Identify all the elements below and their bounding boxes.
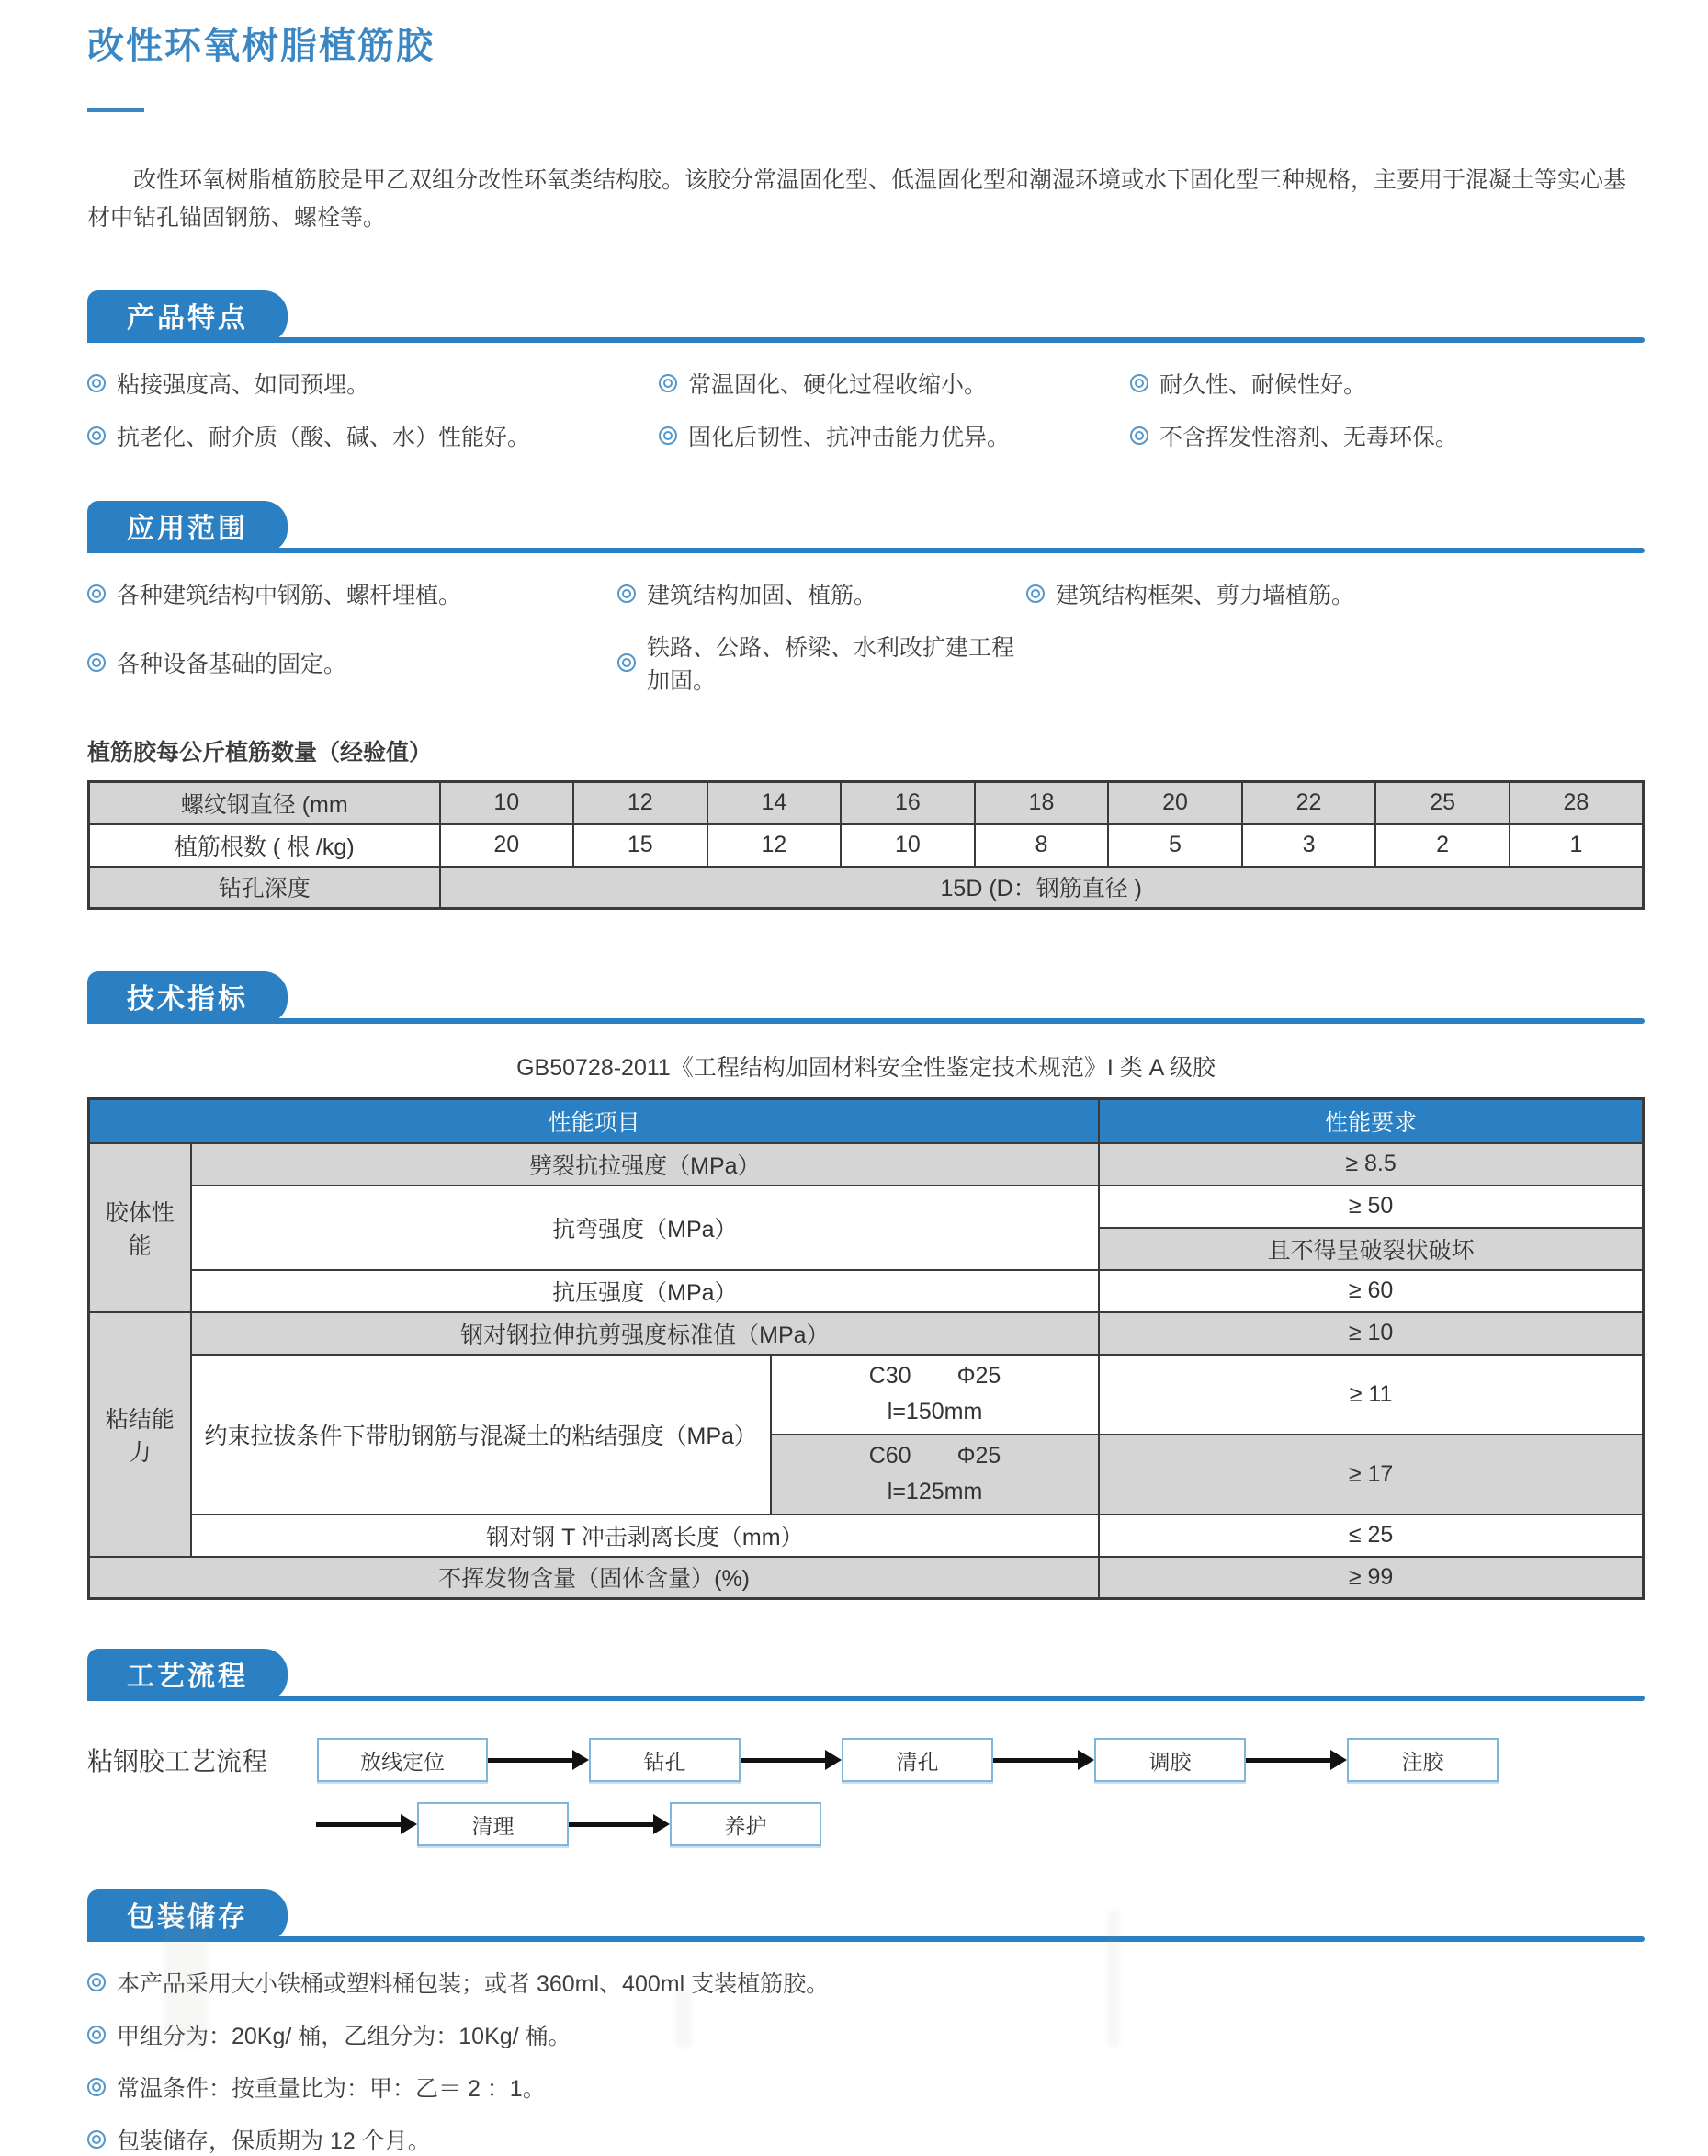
dosage-table-caption: 植筋胶每公斤植筋数量（经验值） <box>87 740 433 766</box>
table-cell: 3 <box>1242 824 1376 867</box>
table-cell: 10 <box>841 824 975 867</box>
features-bullet-grid <box>87 367 1645 452</box>
table-row <box>89 824 1644 867</box>
property-cell: 劈裂抗拉强度（MPa） <box>191 1143 1100 1186</box>
bullseye-icon <box>87 374 106 392</box>
section-rule <box>87 548 1645 553</box>
property-cell: 钢对钢 T 冲击剥离长度（mm） <box>191 1515 1100 1557</box>
table-cell: 10 <box>440 782 574 824</box>
bullseye-icon <box>87 2026 106 2044</box>
section-badge-tech: 技术指标 <box>87 971 288 1024</box>
requirement-cell: ≥ 10 <box>1099 1312 1643 1355</box>
watermark-bottle <box>164 1891 208 2048</box>
bullseye-icon <box>87 653 106 672</box>
list-item <box>87 2123 1645 2156</box>
arrow-right-icon <box>488 1750 589 1770</box>
list-item <box>659 367 1130 400</box>
table-cell: 5 <box>1108 824 1242 867</box>
section-header-applications <box>87 500 1645 553</box>
section-rule <box>87 337 1645 343</box>
bullet-text: 建筑结构框架、剪力墙植筋。 <box>1056 583 1355 608</box>
condition-cell <box>771 1435 1099 1515</box>
section-header-process <box>87 1648 1645 1701</box>
bullseye-icon <box>1026 584 1045 603</box>
bullseye-icon <box>87 1973 106 1991</box>
bullet-text: 本产品采用大小铁桶或塑料桶包装；或者 360ml、400ml 支装植筋胶。 <box>117 1971 830 1997</box>
flow-step: 清孔 <box>842 1738 993 1782</box>
list-item <box>87 2018 1645 2051</box>
flow-step: 放线定位 <box>317 1738 488 1782</box>
section-badge-packaging: 包装储存 <box>87 1889 288 1942</box>
bullet-text: 固化后韧性、抗冲击能力优异。 <box>688 425 1011 450</box>
table-row <box>89 1143 1644 1186</box>
bullet-text: 常温固化、硬化过程收缩小。 <box>688 372 988 398</box>
table-row <box>89 1099 1644 1143</box>
applications-bullet-grid <box>87 577 1645 696</box>
table-row <box>89 782 1644 824</box>
bullet-text: 建筑结构加固、植筋。 <box>647 583 877 608</box>
bullseye-icon <box>87 2130 106 2149</box>
flow-step: 注胶 <box>1347 1738 1499 1782</box>
group-header: 胶体性能 <box>89 1143 191 1312</box>
requirement-cell: 且不得呈破裂状破坏 <box>1099 1228 1643 1270</box>
bullseye-icon <box>87 426 106 445</box>
section-badge-process: 工艺流程 <box>87 1649 288 1701</box>
condition-line: l=150mm <box>887 1399 983 1424</box>
bullseye-icon <box>659 426 677 445</box>
bullet-text: 抗老化、耐介质（酸、碱、水）性能好。 <box>117 425 531 450</box>
requirement-cell: ≤ 25 <box>1099 1515 1643 1557</box>
list-item <box>1130 367 1645 400</box>
title-underline <box>87 108 144 112</box>
flow-step: 清理 <box>417 1802 569 1846</box>
table-cell: 15 <box>573 824 707 867</box>
condition-cell <box>771 1355 1099 1435</box>
column-header: 性能项目 <box>89 1099 1100 1143</box>
table-cell: 8 <box>975 824 1109 867</box>
arrow-right-icon <box>993 1750 1094 1770</box>
table-cell: 2 <box>1375 824 1510 867</box>
flow-step: 养护 <box>670 1802 821 1846</box>
section-header-packaging <box>87 1889 1645 1942</box>
table-cell: 20 <box>440 824 574 867</box>
property-cell: 钢对钢拉伸抗剪强度标准值（MPa） <box>191 1312 1100 1355</box>
list-item <box>1130 419 1645 452</box>
flowchart-row-1 <box>87 1738 1645 1782</box>
column-header: 性能要求 <box>1099 1099 1643 1143</box>
group-header: 粘结能力 <box>89 1312 191 1557</box>
table-row <box>89 1312 1644 1355</box>
watermark-bottle <box>1107 1910 1120 2048</box>
table-cell: 14 <box>707 782 842 824</box>
bullet-text: 各种设备基础的固定。 <box>117 652 347 677</box>
table-cell: 20 <box>1108 782 1242 824</box>
bullseye-icon <box>87 2078 106 2096</box>
table-cell: 25 <box>1375 782 1510 824</box>
bullet-text: 耐久性、耐候性好。 <box>1159 372 1367 398</box>
flowchart-row-2 <box>316 1802 1645 1846</box>
table-cell: 28 <box>1510 782 1644 824</box>
arrow-right-icon <box>1246 1750 1347 1770</box>
condition-line: C60 Φ25 <box>868 1443 1001 1469</box>
section-header-features <box>87 289 1645 343</box>
table-row <box>89 1186 1644 1228</box>
table-cell: 22 <box>1242 782 1376 824</box>
list-item <box>87 577 617 610</box>
packaging-bullet-list <box>87 1966 1645 2156</box>
table-cell: 18 <box>975 782 1109 824</box>
dosage-table <box>87 780 1645 910</box>
bullet-text: 粘接强度高、如同预埋。 <box>117 372 370 398</box>
bullseye-icon <box>1130 426 1148 445</box>
bullet-text: 铁路、公路、桥梁、水利改扩建工程加固。 <box>647 635 1015 694</box>
list-item <box>617 577 1026 610</box>
list-item <box>617 630 1026 696</box>
list-item <box>87 630 617 696</box>
bullseye-icon <box>617 653 636 672</box>
bullseye-icon <box>1130 374 1148 392</box>
flow-step: 钻孔 <box>589 1738 741 1782</box>
section-header-tech <box>87 970 1645 1024</box>
table-cell: 15D (D：钢筋直径 ) <box>440 867 1644 909</box>
tech-table <box>87 1097 1645 1600</box>
section-rule <box>87 1696 1645 1701</box>
table-cell: 12 <box>707 824 842 867</box>
bullet-text: 甲组分为：20Kg/ 桶，乙组分为：10Kg/ 桶。 <box>117 2024 571 2049</box>
requirement-cell: ≥ 8.5 <box>1099 1143 1643 1186</box>
requirement-cell: ≥ 50 <box>1099 1186 1643 1228</box>
watermark-bottle <box>675 1988 692 2048</box>
table-cell: 12 <box>573 782 707 824</box>
property-cell: 抗弯强度（MPa） <box>191 1186 1100 1270</box>
list-item <box>87 419 659 452</box>
requirement-cell: ≥ 11 <box>1099 1355 1643 1435</box>
requirement-cell: ≥ 99 <box>1099 1557 1643 1599</box>
table-cell: 16 <box>841 782 975 824</box>
bullseye-icon <box>617 584 636 603</box>
table-row <box>89 867 1644 909</box>
bullseye-icon <box>659 374 677 392</box>
intro-paragraph: 改性环氧树脂植筋胶是甲乙双组分改性环氧类结构胶。该胶分常温固化型、低温固化型和潮湿环境或水下固化型三种规格，主要用于混凝土等实心基材中钻孔锚固钢筋、螺栓等。 <box>87 167 1627 231</box>
list-item <box>87 2071 1645 2104</box>
list-item <box>87 367 659 400</box>
bullet-text: 包装储存，保质期为 12 个月。 <box>117 2128 431 2154</box>
flow-subtitle: 粘钢胶工艺流程 <box>87 1747 268 1776</box>
row-header: 植筋根数 ( 根 /kg) <box>89 824 440 867</box>
requirement-cell: ≥ 17 <box>1099 1435 1643 1515</box>
condition-line: C30 Φ25 <box>868 1363 1001 1390</box>
document-page <box>0 17 1708 2156</box>
page-title: 改性环氧树脂植筋胶 <box>87 26 435 66</box>
property-cell: 抗压强度（MPa） <box>191 1270 1100 1312</box>
section-badge-applications: 应用范围 <box>87 501 288 553</box>
standard-note: GB50728-2011《工程结构加固材料安全性鉴定技术规范》I 类 A 级胶 <box>516 1055 1216 1081</box>
section-badge-features: 产品特点 <box>87 290 288 343</box>
list-item <box>1026 577 1645 610</box>
condition-line: l=125mm <box>887 1479 983 1504</box>
table-cell: 1 <box>1510 824 1644 867</box>
table-row <box>89 1515 1644 1557</box>
row-header: 钻孔深度 <box>89 867 440 909</box>
arrow-right-icon <box>316 1814 417 1834</box>
bullseye-icon <box>87 584 106 603</box>
property-cell: 约束拉拔条件下带肋钢筋与混凝土的粘结强度（MPa） <box>191 1355 771 1515</box>
bullet-text: 不含挥发性溶剂、无毒环保。 <box>1159 425 1459 450</box>
row-header: 螺纹钢直径 (mm <box>89 782 440 824</box>
section-rule <box>87 1936 1645 1942</box>
table-row <box>89 1270 1644 1312</box>
arrow-right-icon <box>569 1814 670 1834</box>
list-item <box>87 1966 1645 1999</box>
list-item <box>659 419 1130 452</box>
section-rule <box>87 1018 1645 1024</box>
property-cell: 不挥发物含量（固体含量）(%) <box>89 1557 1100 1599</box>
table-row <box>89 1355 1644 1435</box>
bullet-text: 各种建筑结构中钢筋、螺杆埋植。 <box>117 583 462 608</box>
requirement-cell: ≥ 60 <box>1099 1270 1643 1312</box>
flow-step: 调胶 <box>1094 1738 1246 1782</box>
table-row <box>89 1557 1644 1599</box>
arrow-right-icon <box>741 1750 842 1770</box>
bullet-text: 常温条件：按重量比为：甲：乙＝ 2 ：1。 <box>117 2076 546 2102</box>
